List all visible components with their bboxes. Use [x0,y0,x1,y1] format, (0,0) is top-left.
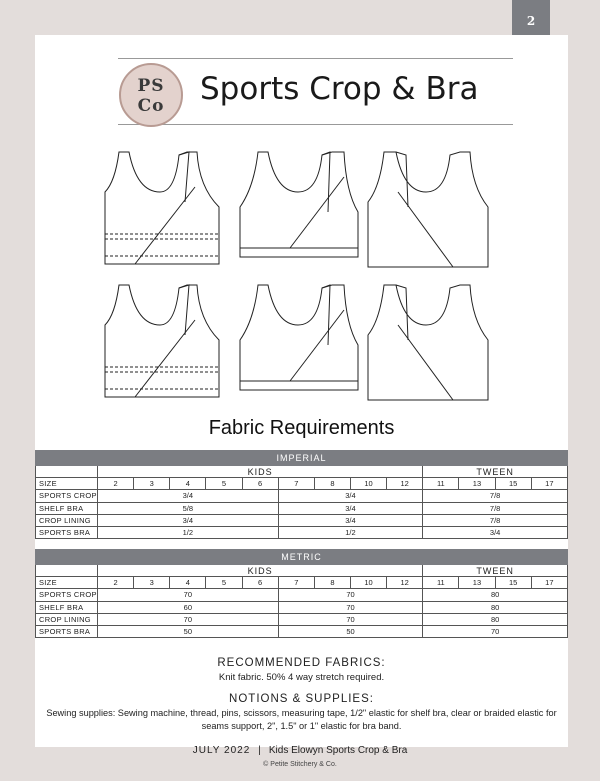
row-value: 70 [423,626,568,638]
size-3: 3 [134,577,170,589]
table-row [36,527,568,539]
size-17: 17 [531,478,567,490]
row-value: 80 [423,613,568,625]
row-value: 70 [98,613,279,625]
logo-line-1: PS [137,76,165,96]
metric-band: METRIC [36,550,568,565]
row-label: CROP LINING [36,613,98,625]
pattern-title: Sports Crop & Bra [200,71,479,107]
row-label: SHELF BRA [36,502,98,514]
recommended-fabrics-text: Knit fabric. 50% 4 way stretch required. [218,672,385,683]
row-value: 7/8 [423,490,568,502]
row-value: 3/4 [423,527,568,539]
row-value: 3/4 [98,490,279,502]
logo-line-2: Co [137,96,165,116]
row-label: SHELF BRA [36,601,98,613]
row-value: 1/2 [278,527,423,539]
copyright-notice: © Petite Stitchery & Co. [263,761,337,768]
sketch-sports-crop-front [105,152,219,264]
metric-table [35,549,568,638]
sketch-sports-crop-back [368,152,488,267]
row-value: 60 [98,601,279,613]
size-7: 7 [278,577,314,589]
row-label: CROP LINING [36,514,98,526]
size-3: 3 [134,478,170,490]
row-value: 50 [98,626,279,638]
row-label: SPORTS BRA [36,527,98,539]
footer-separator: | [258,745,261,756]
row-value: 3/4 [278,502,423,514]
group-spacer [36,565,98,577]
row-value: 80 [423,601,568,613]
size-11: 11 [423,577,459,589]
row-value: 1/2 [98,527,279,539]
sketch-sports-bra-front-2 [240,285,358,390]
row-value: 3/4 [278,490,423,502]
size-12: 12 [387,478,423,490]
page-number: 2 [526,14,536,28]
group-tween: TWEEN [423,565,568,577]
brand-logo [119,63,183,127]
header-bottom-rule [118,124,513,125]
size-2: 2 [98,478,134,490]
table-row [36,626,568,638]
footer-pattern-name: Kids Elowyn Sports Crop & Bra [268,745,408,756]
table-row [36,502,568,514]
size-header: SIZE [36,577,98,589]
table-row [36,601,568,613]
table-row [36,613,568,625]
group-kids: KIDS [98,466,423,478]
size-8: 8 [314,478,350,490]
page-footer [0,745,600,756]
fabric-requirements-title: Fabric Requirements [208,417,395,439]
sketch-sports-crop-back-2 [368,285,488,400]
notions-text: Sewing supplies: Sewing machine, thread, pins, scissors, measuring tape, 1/2" elastic for shelf bra, clear or braided elastic for seams support, 2", 1.5" or 1" elastic for bra band. [46,708,557,731]
recommended-fabrics-title: RECOMMENDED FABRICS: [217,657,386,669]
size-13: 13 [459,577,495,589]
table-row [36,490,568,502]
row-value: 5/8 [98,502,279,514]
size-6: 6 [242,478,278,490]
size-7: 7 [278,478,314,490]
size-8: 8 [314,577,350,589]
size-5: 5 [206,478,242,490]
garment-line-drawings [100,147,500,417]
size-4: 4 [170,478,206,490]
row-label: SPORTS CROP [36,589,98,601]
size-13: 13 [459,478,495,490]
size-17: 17 [531,577,567,589]
row-value: 70 [278,589,423,601]
footer-month: JULY 2022 [192,745,251,756]
group-spacer [36,466,98,478]
header-top-rule [118,58,513,59]
row-value: 7/8 [423,502,568,514]
size-15: 15 [495,478,531,490]
size-10: 10 [350,478,386,490]
row-value: 7/8 [423,514,568,526]
size-10: 10 [350,577,386,589]
sketch-sports-crop-front-2 [105,285,219,397]
size-header: SIZE [36,478,98,490]
table-row [36,589,568,601]
size-15: 15 [495,577,531,589]
imperial-table [35,450,568,539]
notions-title: NOTIONS & SUPPLIES: [229,693,374,705]
row-value: 3/4 [278,514,423,526]
size-11: 11 [423,478,459,490]
size-4: 4 [170,577,206,589]
row-value: 3/4 [98,514,279,526]
pattern-page [35,35,568,747]
size-2: 2 [98,577,134,589]
group-kids: KIDS [98,565,423,577]
table-row [36,514,568,526]
imperial-band: IMPERIAL [36,451,568,466]
row-value: 70 [278,601,423,613]
row-label: SPORTS CROP [36,490,98,502]
row-value: 50 [278,626,423,638]
size-12: 12 [387,577,423,589]
size-5: 5 [206,577,242,589]
row-value: 80 [423,589,568,601]
size-6: 6 [242,577,278,589]
row-value: 70 [278,613,423,625]
sketch-sports-bra-front [240,152,358,257]
row-label: SPORTS BRA [36,626,98,638]
row-value: 70 [98,589,279,601]
group-tween: TWEEN [423,466,568,478]
